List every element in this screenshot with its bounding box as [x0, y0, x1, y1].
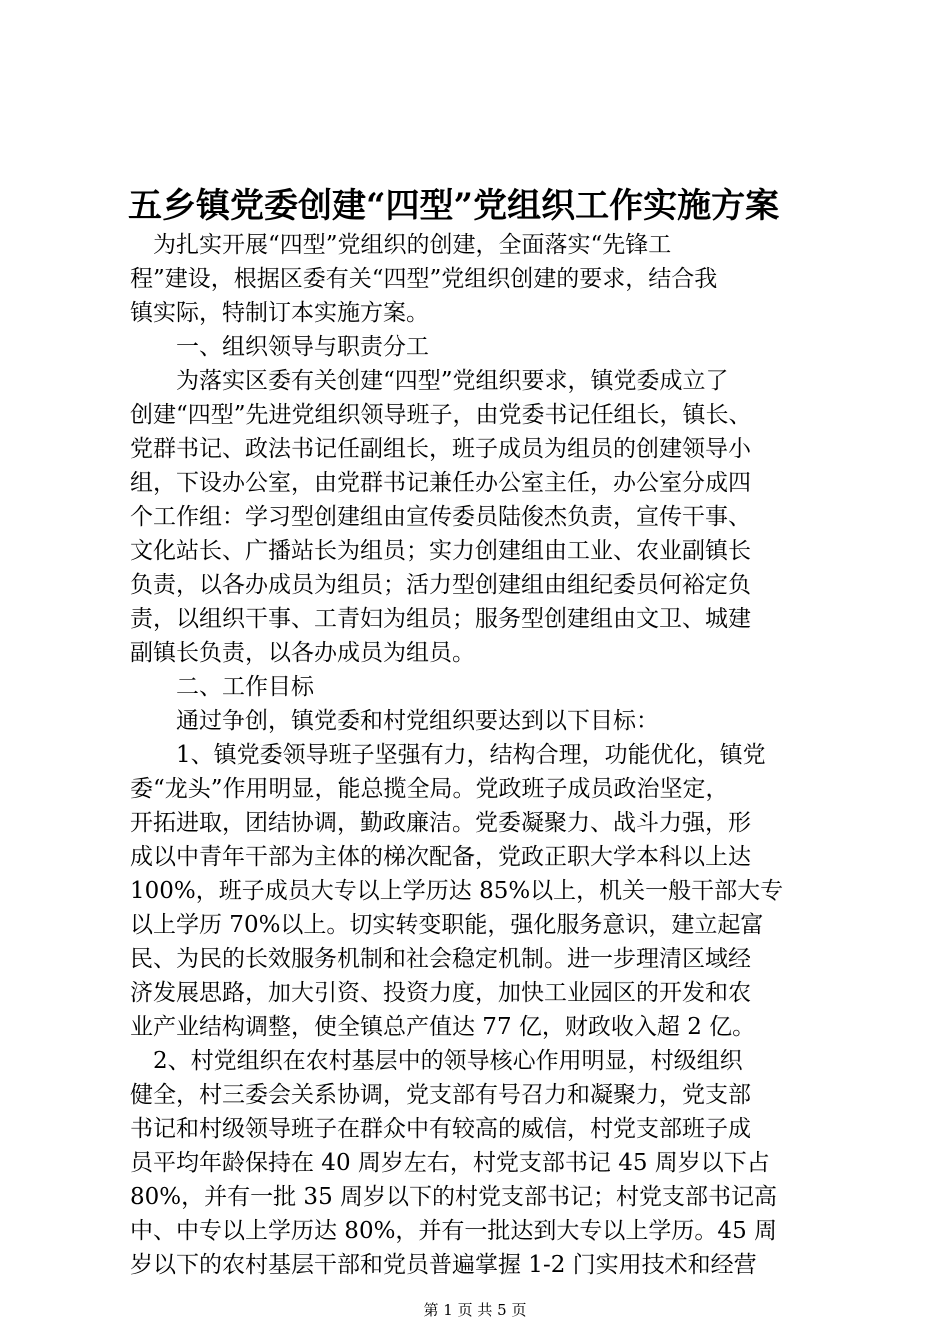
body-line: 文化站长、广播站长为组员；实力创建组由工业、农业副镇长: [130, 538, 751, 564]
body-line: 负责，以各办成员为组员；活力型创建组由组纪委员何裕定负: [130, 572, 751, 598]
body-line: 通过争创，镇党委和村党组织要达到以下目标：: [130, 708, 659, 734]
body-line: 创建“四型”先进党组织领导班子，由党委书记任组长，镇长、: [130, 402, 752, 428]
body-line: 成以中青年干部为主体的梯次配备，党政正职大学本科以上达: [130, 844, 751, 870]
body-line: 为扎实开展“四型”党组织的创建，全面落实“先锋工: [130, 232, 672, 258]
body-line: 员平均年龄保持在 40 周岁左右，村党支部书记 45 周岁以下占: [130, 1150, 770, 1176]
body-line: 开拓进取，团结协调，勤政廉洁。党委凝聚力、战斗力强，形: [130, 810, 751, 836]
body-line: 岁以下的农村基层干部和党员普遍掌握 1-2 门实用技术和经营: [130, 1252, 757, 1278]
body-line: 业产业结构调整，使全镇总产值达 77 亿，财政收入超 2 亿。: [130, 1014, 756, 1040]
body-line: 镇实际，特制订本实施方案。: [130, 300, 429, 326]
body-line: 民、为民的长效服务机制和社会稳定机制。进一步理清区域经: [130, 946, 751, 972]
body-line: 100%，班子成员大专以上学历达 85%以上，机关一般干部大专: [130, 878, 784, 904]
body-line: 中、中专以上学历达 80%，并有一批达到大专以上学历。45 周: [130, 1218, 778, 1244]
body-line: 1、镇党委领导班子坚强有力，结构合理，功能优化，镇党: [130, 742, 766, 768]
section-heading: 二、工作目标: [130, 674, 314, 700]
section-heading: 一、组织领导与职责分工: [130, 334, 429, 360]
body-line: 济发展思路，加大引资、投资力度，加快工业园区的开发和农: [130, 980, 751, 1006]
body-line: 以上学历 70%以上。切实转变职能，强化服务意识，建立起富: [130, 912, 764, 938]
body-line: 为落实区委有关创建“四型”党组织要求，镇党委成立了: [130, 368, 729, 394]
body-line: 2、村党组织在农村基层中的领导核心作用明显，村级组织: [130, 1048, 743, 1074]
body-line: 党群书记、政法书记任副组长，班子成员为组员的创建领导小: [130, 436, 751, 462]
body-line: 副镇长负责，以各办成员为组员。: [130, 640, 475, 666]
body-line: 健全，村三委会关系协调，党支部有号召力和凝聚力，党支部: [130, 1082, 751, 1108]
body-line: 组，下设办公室，由党群书记兼任办公室主任，办公室分成四: [130, 470, 751, 496]
body-line: 书记和村级领导班子在群众中有较高的威信，村党支部班子成: [130, 1116, 751, 1142]
body-line: 80%，并有一批 35 周岁以下的村党支部书记；村党支部书记高: [130, 1184, 778, 1210]
body-line: 程”建设，根据区委有关“四型”党组织创建的要求，结合我: [130, 266, 718, 292]
body-line: 责，以组织干事、工青妇为组员；服务型创建组由文卫、城建: [130, 606, 751, 632]
page-footer: 第 1 页 共 5 页: [423, 1301, 527, 1319]
document-title: 五乡镇党委创建“四型”党组织工作实施方案: [128, 186, 780, 226]
body-line: 委“龙头”作用明显，能总揽全局。党政班子成员政治坚定，: [130, 776, 729, 802]
document-body: [130, 228, 830, 1282]
body-line: 个工作组：学习型创建组由宣传委员陆俊杰负责，宣传干事、: [130, 504, 751, 530]
